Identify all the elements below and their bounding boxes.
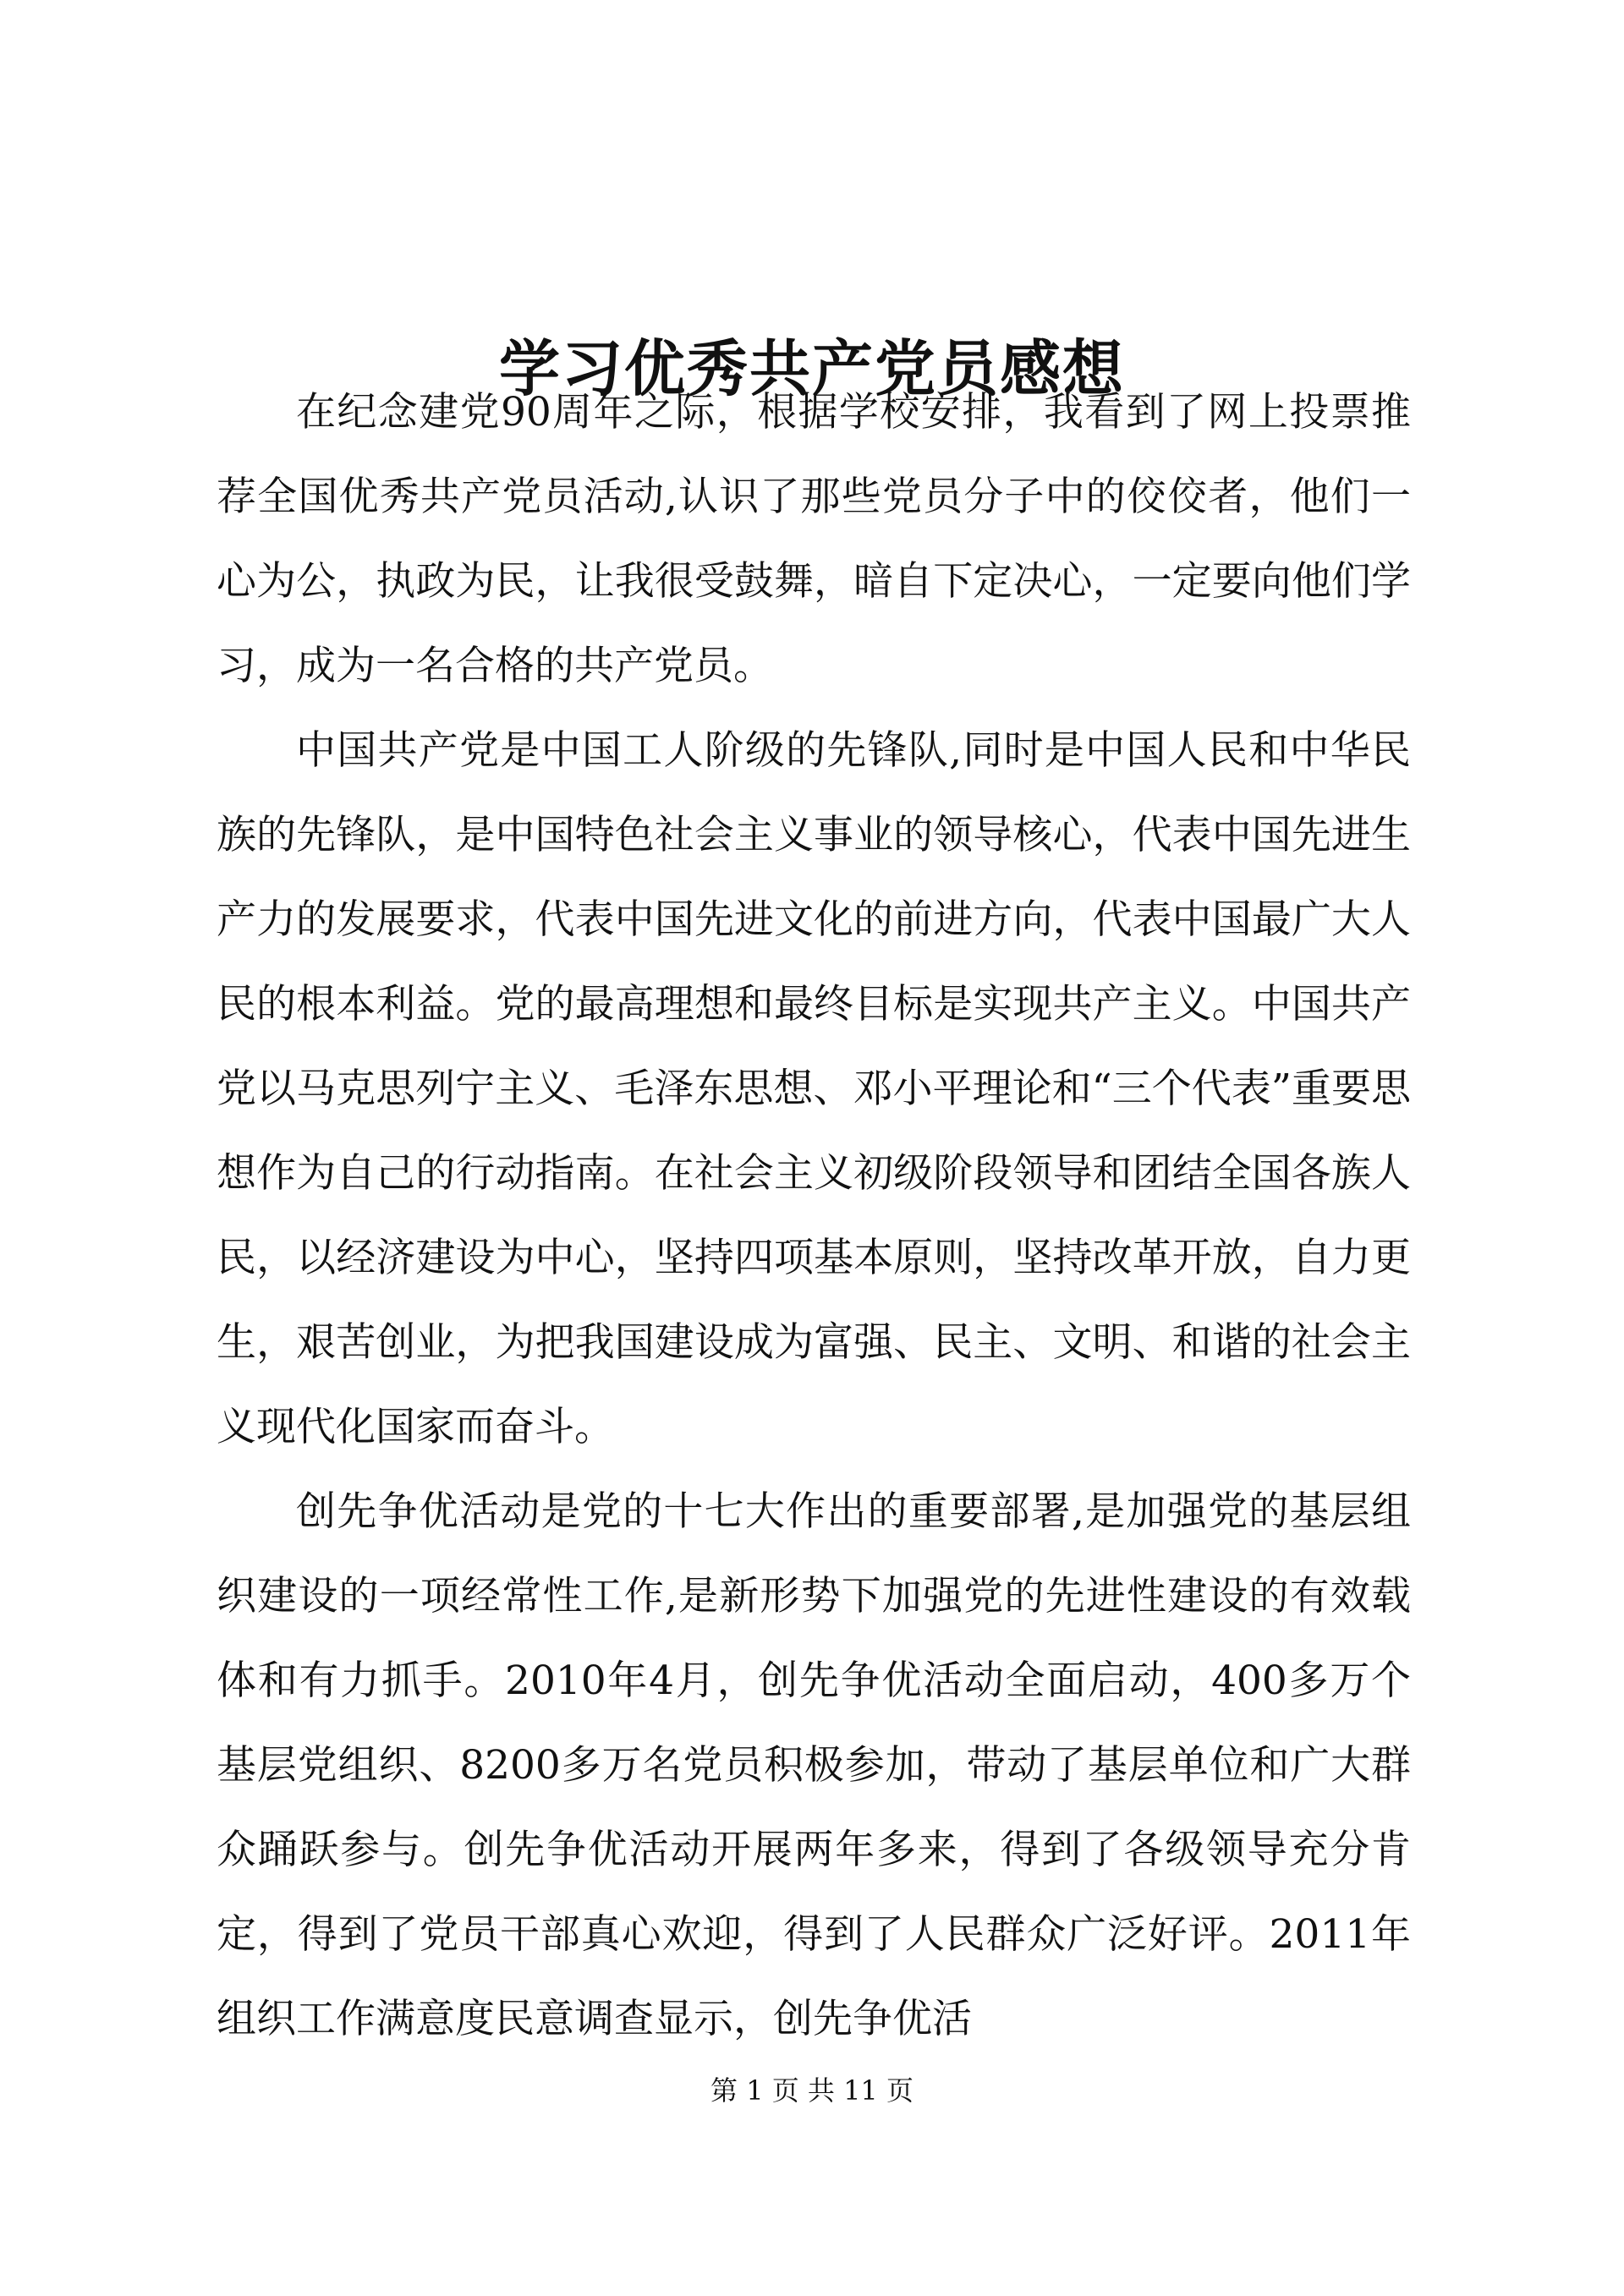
page-footer: [0, 2070, 1624, 2111]
paragraph-2: 中国共产党是中国工人阶级的先锋队,同时是中国人民和中华民族的先锋队，是中国特色社会主义事业的领导核心，代表中国先进生产力的发展要求，代表中国先进文化的前进方向，代表中国最广大人民的根本利益。党的最高理想和最终目标是实现共产主义。中国共产党以马克思列宁主义、毛泽东思想、邓小平理论和“三个代表”重要思想作为自己的行动指南。在社会主义初级阶段领导和团结全国各族人民，以经济建设为中心，坚持四项基本原则，坚持改革开放，自力更生，艰苦创业，为把我国建设成为富强、民主、文明、和谐的社会主义现代化国家而奋斗。: [217, 727, 1411, 1450]
paragraph-3: 创先争优活动是党的十七大作出的重要部署,是加强党的基层组织建设的一项经常性工作,是新形势下加强党的先进性建设的有效载体和有力抓手。2010年4月，创先争优活动全面启动，400多万个基层党组织、8200多万名党员积极参加，带动了基层单位和广大群众踊跃参与。创先争优活动开展两年多来，得到了各级领导充分肯定，得到了党员干部真心欢迎，得到了人民群众广泛好评。2011年组织工作满意度民意调查显示，创先争优活: [217, 1488, 1411, 2042]
document-title: 学习优秀共产党员感想: [498, 332, 1125, 405]
page-number-label: 第 1 页 共 11 页: [710, 2074, 914, 2107]
document-body: [217, 370, 1411, 2062]
paragraph-1: 在纪念建党90周年之际，根据学校安排，我看到了网上投票推荐全国优秀共产党员活动,认识了那些党员分子中的佼佼者，他们一心为公，执政为民，让我很受鼓舞，暗自下定决心，一定要向他们学习，成为一名合格的共产党员。: [217, 389, 1411, 689]
